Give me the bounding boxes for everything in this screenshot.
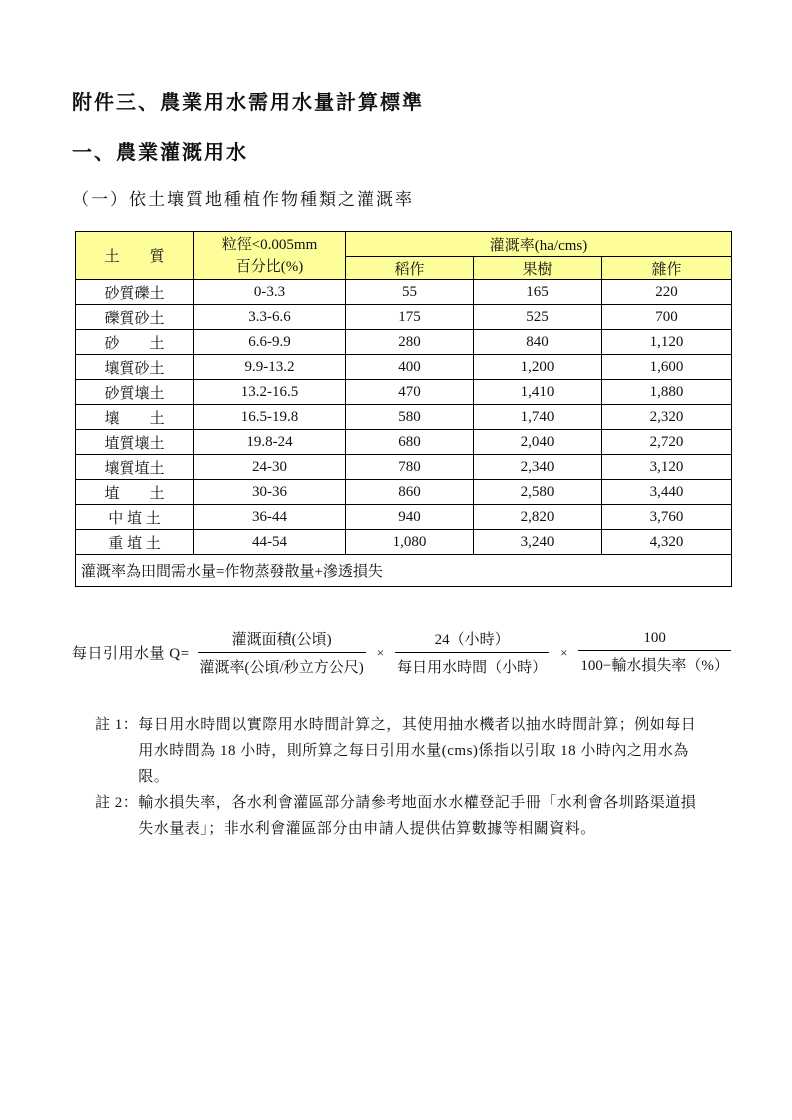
cell-rate-misc: 3,440 (602, 480, 732, 505)
cell-soil-type: 埴 土 (76, 480, 194, 505)
col-header-soil-type: 土 質 (76, 232, 194, 280)
cell-soil-type: 礫質砂土 (76, 305, 194, 330)
note-line: 每日用水時間以實際用水時間計算之，其使用抽水機者以抽水時間計算；例如每日 (138, 717, 697, 733)
cell-rate-rice: 680 (346, 430, 474, 455)
cell-particle-pct: 36-44 (194, 505, 346, 530)
cell-rate-rice: 860 (346, 480, 474, 505)
table-row (76, 355, 732, 380)
particle-header-line1: 粒徑<0.005mm (221, 236, 318, 253)
cell-rate-rice: 400 (346, 355, 474, 380)
cell-rate-fruit: 1,200 (474, 355, 602, 380)
cell-rate-misc: 3,760 (602, 505, 732, 530)
note-line: 限。 (138, 769, 170, 785)
cell-soil-type: 中 埴 土 (76, 505, 194, 530)
cell-rate-misc: 700 (602, 305, 732, 330)
cell-soil-type: 重 埴 土 (76, 530, 194, 555)
fraction-denominator: 每日用水時間（小時） (397, 660, 548, 676)
cell-rate-misc: 3,120 (602, 455, 732, 480)
col-header-misc-crop: 雜作 (602, 257, 732, 280)
cell-soil-type: 砂質壤土 (76, 380, 194, 405)
cell-rate-fruit: 2,820 (474, 505, 602, 530)
cell-soil-type: 壤質砂土 (76, 355, 194, 380)
cell-rate-misc: 220 (602, 280, 732, 305)
cell-rate-rice: 1,080 (346, 530, 474, 555)
table-row (76, 455, 732, 480)
note-2 (95, 790, 696, 842)
table-footnote: 灌溉率為田間需水量=作物蒸發散量+滲透損失 (76, 555, 732, 587)
cell-rate-rice: 470 (346, 380, 474, 405)
table-row (76, 405, 732, 430)
cell-rate-rice: 940 (346, 505, 474, 530)
table-row (76, 280, 732, 305)
cell-soil-type: 砂 土 (76, 330, 194, 355)
cell-soil-type: 埴質壤土 (76, 430, 194, 455)
cell-soil-type: 砂質礫土 (76, 280, 194, 305)
cell-particle-pct: 9.9-13.2 (194, 355, 346, 380)
note-2-label: 註 2： (95, 795, 139, 811)
table-header (76, 232, 732, 280)
fraction-numerator: 灌溉面積(公頃) (198, 628, 366, 653)
formula-fraction-area-over-rate (198, 628, 366, 677)
fraction-numerator: 24（小時） (395, 628, 549, 653)
cell-particle-pct: 16.5-19.8 (194, 405, 346, 430)
cell-rate-fruit: 1,410 (474, 380, 602, 405)
notes-block (95, 712, 696, 842)
cell-particle-pct: 19.8-24 (194, 430, 346, 455)
cell-particle-pct: 13.2-16.5 (194, 380, 346, 405)
col-header-rice: 稻作 (346, 257, 474, 280)
cell-rate-rice: 280 (346, 330, 474, 355)
cell-rate-fruit: 3,240 (474, 530, 602, 555)
note-1-label: 註 1： (95, 717, 139, 733)
note-1 (95, 712, 696, 790)
formula-label: 每日引用水量 Q= (72, 646, 190, 662)
table-row (76, 430, 732, 455)
table-row (76, 530, 732, 555)
fraction-numerator: 100 (578, 630, 730, 651)
cell-rate-fruit: 840 (474, 330, 602, 355)
cell-rate-misc: 1,120 (602, 330, 732, 355)
cell-particle-pct: 24-30 (194, 455, 346, 480)
cell-particle-pct: 44-54 (194, 530, 346, 555)
cell-rate-fruit: 2,580 (474, 480, 602, 505)
multiply-sign: × (560, 644, 568, 660)
cell-rate-rice: 55 (346, 280, 474, 305)
cell-rate-fruit: 165 (474, 280, 602, 305)
cell-rate-misc: 4,320 (602, 530, 732, 555)
cell-rate-rice: 780 (346, 455, 474, 480)
irrigation-rate-table (75, 231, 732, 587)
cell-particle-pct: 0-3.3 (194, 280, 346, 305)
col-header-particle-pct (194, 232, 346, 280)
note-line: 輸水損失率，各水利會灌區部分請參考地面水水權登記手冊「水利會各圳路渠道損 (138, 795, 697, 811)
daily-water-intake-formula (72, 628, 731, 677)
cell-rate-rice: 580 (346, 405, 474, 430)
table-row (76, 480, 732, 505)
cell-rate-fruit: 2,040 (474, 430, 602, 455)
cell-soil-type: 壤 土 (76, 405, 194, 430)
col-header-irrigation-rate-group: 灌溉率(ha/cms) (346, 232, 732, 257)
section-heading: 一、農業灌溉用水 (72, 142, 248, 164)
cell-soil-type: 壤質埴土 (76, 455, 194, 480)
table-row (76, 505, 732, 530)
cell-particle-pct: 30-36 (194, 480, 346, 505)
col-header-fruit-tree: 果樹 (474, 257, 602, 280)
cell-rate-fruit: 525 (474, 305, 602, 330)
table-row (76, 380, 732, 405)
note-line: 用水時間為 18 小時，則所算之每日引用水量(cms)係指以引取 18 小時內之用水為 (138, 743, 689, 759)
formula-fraction-hours (395, 628, 549, 677)
cell-rate-misc: 2,320 (602, 405, 732, 430)
page-title: 附件三、農業用水需用水量計算標準 (72, 92, 424, 114)
note-line: 失水量表」；非水利會灌區部分由申請人提供估算數據等相關資料。 (138, 821, 596, 837)
particle-header-line2: 百分比(%) (235, 258, 304, 275)
cell-rate-misc: 1,600 (602, 355, 732, 380)
fraction-denominator: 灌溉率(公頃/秒立方公尺) (199, 660, 364, 676)
note-2-text (138, 790, 696, 842)
note-1-text (138, 712, 696, 790)
table-row (76, 330, 732, 355)
table-row (76, 305, 732, 330)
cell-rate-misc: 1,880 (602, 380, 732, 405)
fraction-denominator: 100−輸水損失率（%） (580, 658, 729, 674)
cell-particle-pct: 3.3-6.6 (194, 305, 346, 330)
multiply-sign: × (376, 644, 385, 660)
table-footer (76, 555, 732, 587)
cell-particle-pct: 6.6-9.9 (194, 330, 346, 355)
formula-fraction-loss-rate (578, 630, 730, 675)
cell-rate-rice: 175 (346, 305, 474, 330)
table-body (76, 280, 732, 555)
subsection-heading: （一）依土壤質地種植作物種類之灌溉率 (72, 190, 414, 209)
cell-rate-misc: 2,720 (602, 430, 732, 455)
cell-rate-fruit: 1,740 (474, 405, 602, 430)
cell-rate-fruit: 2,340 (474, 455, 602, 480)
